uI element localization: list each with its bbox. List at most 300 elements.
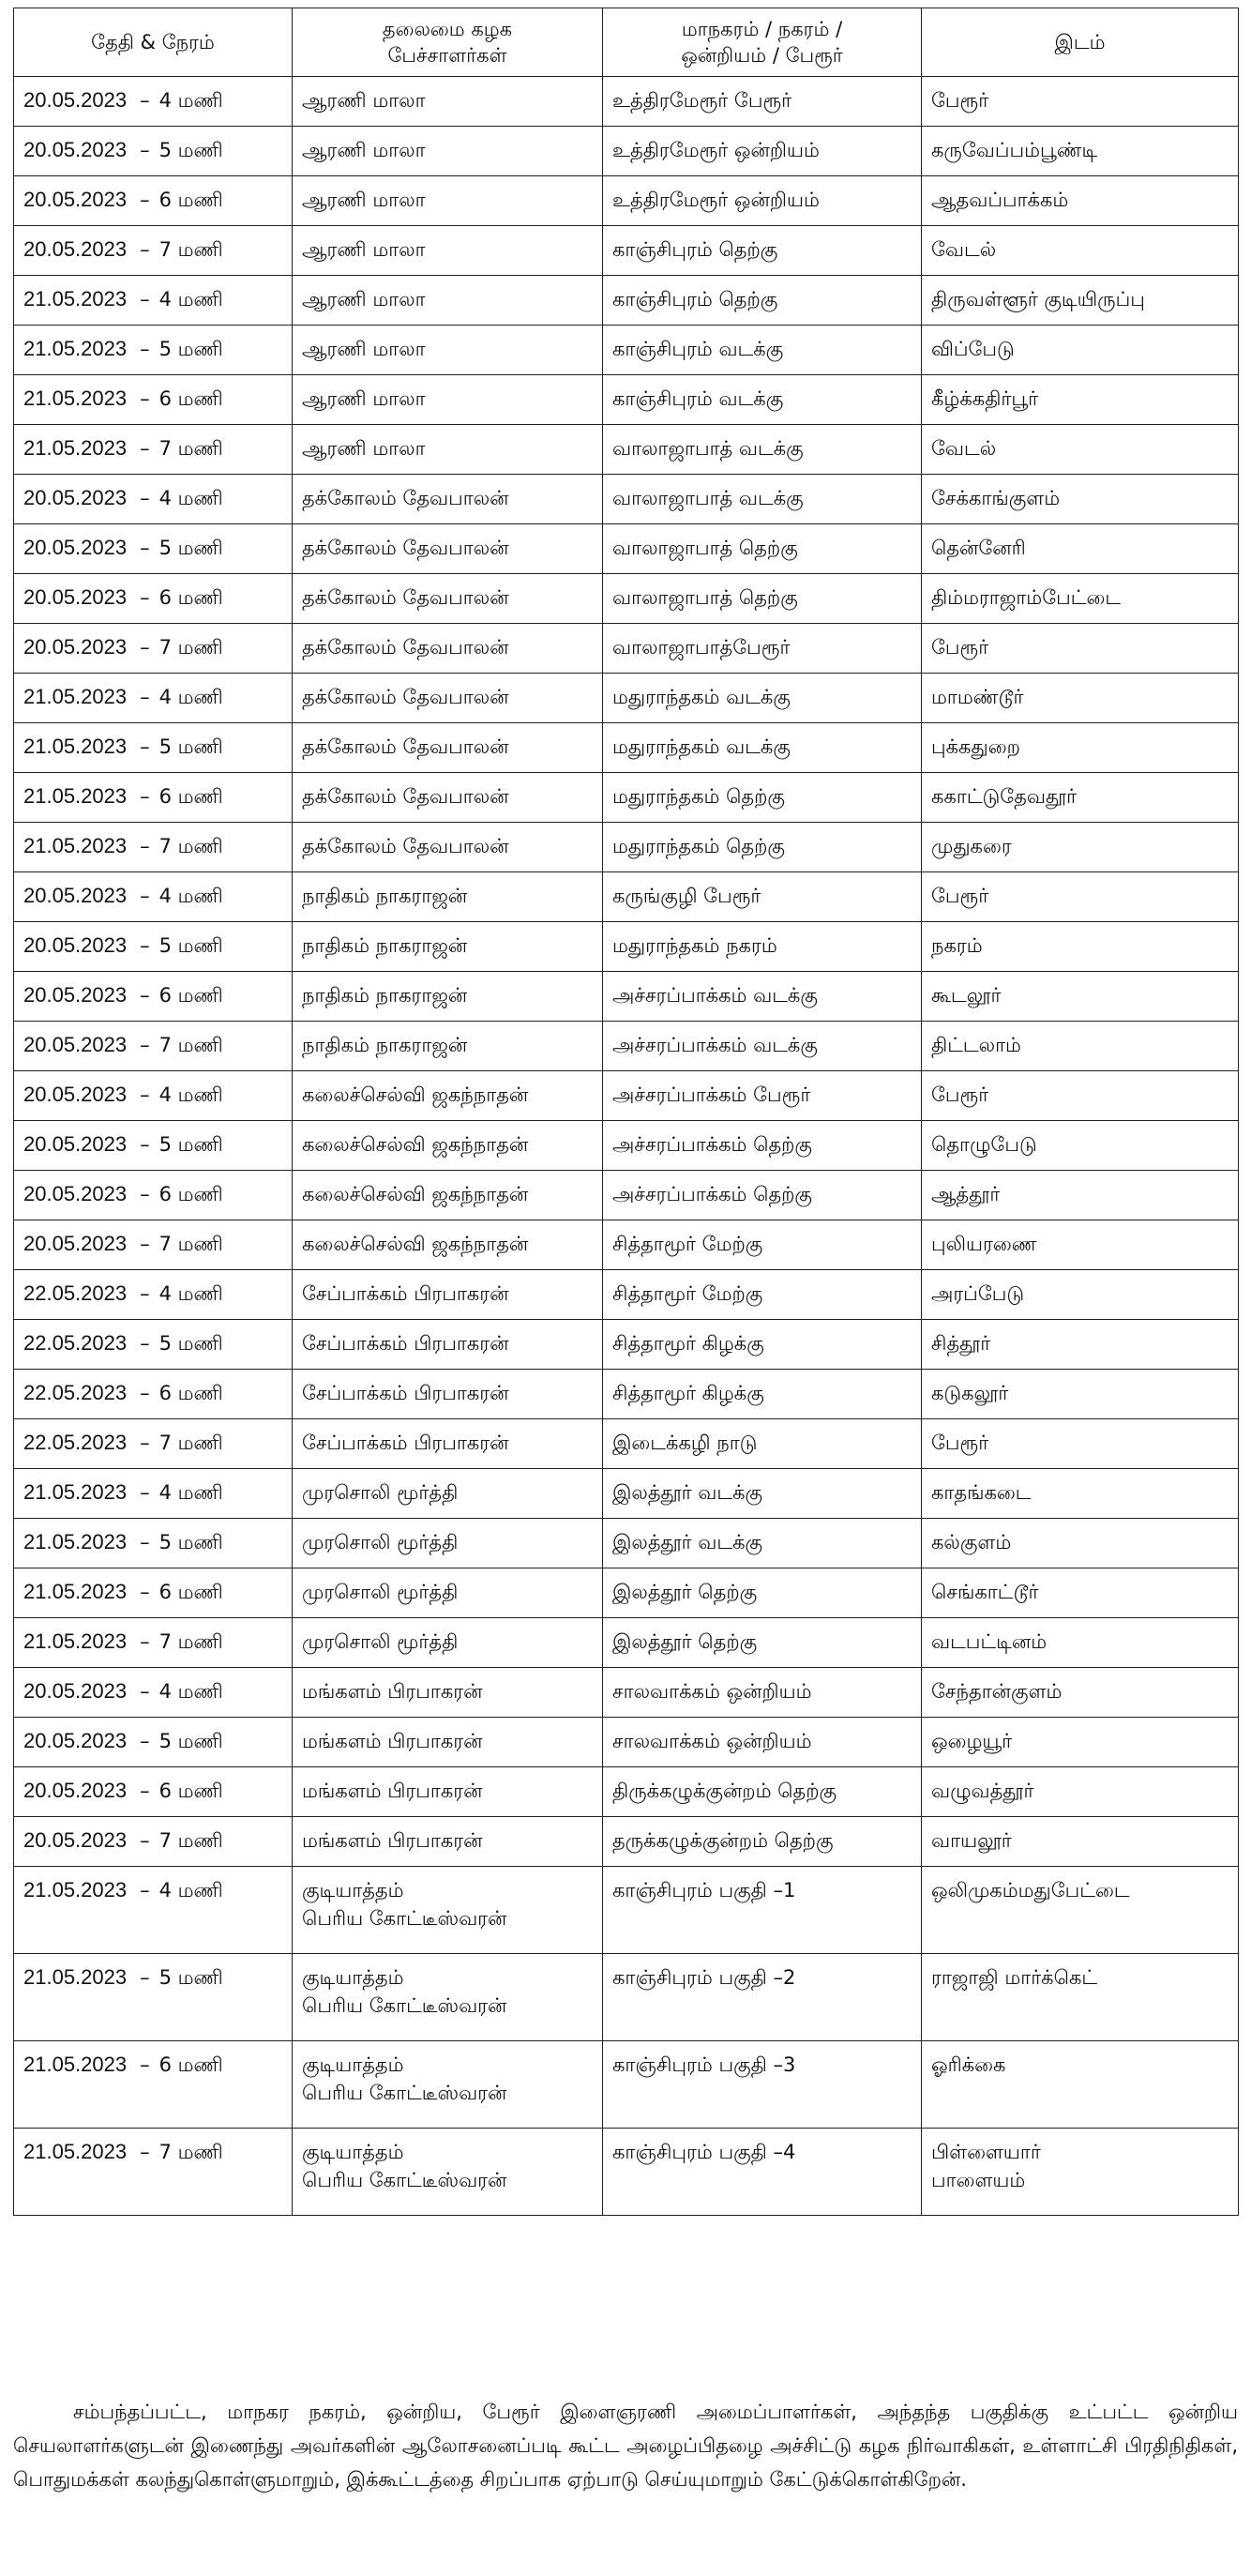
date-time-separator: – [140,984,150,1007]
speaker-cell: கலைச்செல்வி ஜகந்நாதன் [293,1220,603,1270]
time-text: 7 மணி [158,437,223,460]
date-time-separator: – [140,636,150,659]
region-cell: வாலாஜாபாத் வடக்கு [603,425,922,475]
date-text: 20.05.2023 [23,486,128,509]
speaker-cell: சேப்பாக்கம் பிரபாகரன் [293,1370,603,1419]
date-text: 20.05.2023 [23,635,128,659]
place-cell: பேரூர் [922,1419,1239,1469]
speaker-cell: நாதிகம் நாகராஜன் [293,872,603,922]
table-row [14,1370,1239,1419]
date-text: 21.05.2023 [23,1629,128,1653]
date-time-cell [14,823,293,872]
region-cell: சித்தாமூர் மேற்கு [603,1220,922,1270]
table-row [14,872,1239,922]
time-text: 5 மணி [158,1133,223,1156]
table-row [14,176,1239,226]
date-time-separator: – [140,1133,150,1156]
date-time-cell [14,2041,293,2129]
region-cell: இலத்தூர் வடக்கு [603,1469,922,1519]
place-cell: சேந்தான்குளம் [922,1668,1239,1718]
date-time-separator: – [140,835,150,857]
table-row [14,574,1239,624]
date-text: 21.05.2023 [23,834,128,857]
date-time-cell [14,425,293,475]
date-time-cell [14,972,293,1022]
region-cell: உத்திரமேரூர் பேரூர் [603,77,922,127]
date-text: 20.05.2023 [23,1779,128,1802]
speaker-cell: ஆரணி மாலா [293,425,603,475]
time-text: 6 மணி [158,1780,223,1802]
place-cell: திட்டலாம் [922,1022,1239,1071]
schedule-body [14,77,1239,2216]
table-row [14,2129,1239,2216]
place-cell: ஓரிக்கை [922,2041,1239,2129]
date-time-cell [14,2129,293,2216]
date-time-cell [14,1618,293,1668]
place-cell: வேடல் [922,425,1239,475]
table-row [14,1817,1239,1867]
region-cell: காஞ்சிபுரம் பகுதி –4 [603,2129,922,2216]
date-time-cell [14,1767,293,1817]
speaker-cell: குடியாத்தம் பெரிய கோட்டீஸ்வரன் [293,2129,603,2216]
region-cell: மதுராந்தகம் நகரம் [603,922,922,972]
region-cell: வாலாஜாபாத் தெற்கு [603,524,922,574]
date-text: 21.05.2023 [23,337,128,360]
date-time-separator: – [140,785,150,808]
date-time-separator: – [140,1966,150,1989]
region-cell: சாலவாக்கம் ஒன்றியம் [603,1668,922,1718]
speaker-cell: கலைச்செல்வி ஜகந்நாதன் [293,1121,603,1171]
region-cell: அச்சரப்பாக்கம் வடக்கு [603,1022,922,1071]
speaker-cell: தக்கோலம் தேவபாலன் [293,723,603,773]
footer-note: சம்பந்தப்பட்ட, மாநகர நகரம், ஒன்றிய, பேரூர் இளைஞரணி அமைப்பாளர்கள், அந்தந்த பகுதிக்கு உட்பட்ட ஒன்றிய செயலாளர்களுடன் இணைந்து அவர்களின் ஆலோசனைப்படி கூட்ட அழைப்பிதழை அச்சிட்டு கழக நிர்வாகிகள், உள்ளாட்சி பிரதிநிதிகள், பொதுமக்கள் கலந்துகொள்ளுமாறும், இக்கூட்டத்தை சிறப்பாக ஏற்பாடு செய்யுமாறும் கேட்டுக்கொள்கிறேன். [13,2401,1239,2491]
speaker-cell: ஆரணி மாலா [293,127,603,176]
date-text: 21.05.2023 [23,1965,128,1989]
time-text: 6 மணி [158,586,223,609]
place-cell: சேக்காங்குளம் [922,475,1239,524]
time-text: 5 மணி [158,1332,223,1355]
table-row [14,276,1239,326]
date-time-separator: – [140,437,150,460]
time-text: 5 மணி [158,735,223,758]
date-time-separator: – [140,189,150,211]
speaker-cell: மங்களம் பிரபாகரன் [293,1718,603,1767]
date-text: 21.05.2023 [23,2140,128,2163]
speaker-cell: முரசொலி மூர்த்தி [293,1519,603,1568]
date-text: 20.05.2023 [23,88,128,112]
speaker-cell: முரசொலி மூர்த்தி [293,1568,603,1618]
date-time-cell [14,872,293,922]
region-cell: இலத்தூர் வடக்கு [603,1519,922,1568]
place-cell: ஆதவப்பாக்கம் [922,176,1239,226]
table-row [14,1469,1239,1519]
date-time-cell [14,1320,293,1370]
table-row [14,1767,1239,1817]
time-text: 6 மணி [158,1183,223,1205]
place-cell: வேடல் [922,226,1239,276]
date-time-cell [14,1071,293,1121]
region-cell: திருக்கழுக்குன்றம் தெற்கு [603,1767,922,1817]
time-text: 5 மணி [158,934,223,957]
date-text: 20.05.2023 [23,884,128,907]
date-time-cell [14,326,293,375]
date-time-cell [14,1171,293,1220]
date-text: 21.05.2023 [23,685,128,708]
region-cell: அச்சரப்பாக்கம் தெற்கு [603,1171,922,1220]
place-cell: நகரம் [922,922,1239,972]
table-row [14,723,1239,773]
time-text: 5 மணி [158,139,223,161]
table-row [14,972,1239,1022]
header-row [14,8,1239,77]
place-cell: ராஜாஜி மார்க்கெட் [922,1954,1239,2041]
region-cell: உத்திரமேரூர் ஒன்றியம் [603,176,922,226]
date-time-cell [14,773,293,823]
date-time-separator: – [140,1730,150,1752]
place-cell: செங்காட்டூர் [922,1568,1239,1618]
date-time-separator: – [140,1829,150,1852]
speaker-cell: சேப்பாக்கம் பிரபாகரன் [293,1270,603,1320]
speaker-cell: கலைச்செல்வி ஜகந்நாதன் [293,1171,603,1220]
date-text: 20.05.2023 [23,237,128,261]
region-cell: வாலாஜாபாத் தெற்கு [603,574,922,624]
date-time-cell [14,127,293,176]
region-cell: கருங்குழி பேரூர் [603,872,922,922]
speaker-cell: குடியாத்தம் பெரிய கோட்டீஸ்வரன் [293,1867,603,1954]
date-time-separator: – [140,1432,150,1454]
place-cell: விப்பேடு [922,326,1239,375]
date-time-separator: – [140,1034,150,1056]
time-text: 5 மணி [158,1531,223,1553]
date-time-cell [14,922,293,972]
time-text: 4 மணி [158,1680,223,1703]
place-cell: வடபட்டினம் [922,1618,1239,1668]
date-time-separator: – [140,1083,150,1106]
time-text: 6 மணி [158,1581,223,1603]
date-time-separator: – [140,1680,150,1703]
place-cell: மாமண்டூர் [922,674,1239,723]
speaker-cell: தக்கோலம் தேவபாலன் [293,475,603,524]
speaker-cell: தக்கோலம் தேவபாலன் [293,674,603,723]
table-row [14,1022,1239,1071]
speaker-cell: தக்கோலம் தேவபாலன் [293,624,603,674]
table-row [14,1220,1239,1270]
date-time-separator: – [140,1382,150,1404]
place-cell: ஒழையூர் [922,1718,1239,1767]
table-row [14,773,1239,823]
region-cell: அச்சரப்பாக்கம் வடக்கு [603,972,922,1022]
time-text: 7 மணி [158,1630,223,1653]
region-cell: காஞ்சிபுரம் வடக்கு [603,375,922,425]
time-text: 4 மணி [158,885,223,907]
date-time-cell [14,1419,293,1469]
time-text: 6 மணி [158,1382,223,1404]
table-row [14,1954,1239,2041]
date-time-cell [14,723,293,773]
date-time-separator: – [140,238,150,261]
speaker-cell: தக்கோலம் தேவபாலன் [293,823,603,872]
date-time-cell [14,1220,293,1270]
date-time-separator: – [140,1780,150,1802]
place-cell: கல்குளம் [922,1519,1239,1568]
date-text: 20.05.2023 [23,536,128,559]
time-text: 7 மணி [158,2141,223,2163]
date-time-cell [14,1817,293,1867]
time-text: 5 மணி [158,1730,223,1752]
schedule-table [13,8,1239,2216]
time-text: 4 மணி [158,89,223,112]
region-cell: மதுராந்தகம் தெற்கு [603,773,922,823]
header-date-time: தேதி & நேரம் [14,8,293,77]
date-time-cell [14,1121,293,1171]
date-time-cell [14,1954,293,2041]
date-time-separator: – [140,1332,150,1355]
table-row [14,1320,1239,1370]
region-cell: காஞ்சிபுரம் தெற்கு [603,276,922,326]
place-cell: வழுவத்தூர் [922,1767,1239,1817]
time-text: 7 மணி [158,1034,223,1056]
date-time-cell [14,1270,293,1320]
date-time-cell [14,624,293,674]
time-text: 4 மணி [158,686,223,708]
place-cell: திம்மராஜாம்பேட்டை [922,574,1239,624]
time-text: 4 மணி [158,1083,223,1106]
date-text: 20.05.2023 [23,1182,128,1205]
date-text: 20.05.2023 [23,1132,128,1156]
date-time-separator: – [140,139,150,161]
date-time-separator: – [140,586,150,609]
date-text: 21.05.2023 [23,1580,128,1603]
date-text: 20.05.2023 [23,1083,128,1106]
time-text: 6 மணி [158,387,223,410]
table-row [14,922,1239,972]
place-cell: முதுகரை [922,823,1239,872]
date-text: 20.05.2023 [23,138,128,161]
region-cell: சித்தாமூர் மேற்கு [603,1270,922,1320]
region-cell: காஞ்சிபுரம் தெற்கு [603,226,922,276]
date-time-cell [14,77,293,127]
place-cell: காதங்கடை [922,1469,1239,1519]
place-cell: அரப்பேடு [922,1270,1239,1320]
speaker-cell: கலைச்செல்வி ஜகந்நாதன் [293,1071,603,1121]
date-time-cell [14,176,293,226]
speaker-cell: ஆரணி மாலா [293,176,603,226]
time-text: 5 மணி [158,537,223,559]
speaker-cell: சேப்பாக்கம் பிரபாகரன் [293,1320,603,1370]
header-place: இடம் [922,8,1239,77]
speaker-cell: ஆரணி மாலா [293,276,603,326]
date-time-separator: – [140,338,150,360]
date-time-cell [14,226,293,276]
date-time-cell [14,674,293,723]
region-cell: அச்சரப்பாக்கம் தெற்கு [603,1121,922,1171]
place-cell: வாயலூர் [922,1817,1239,1867]
region-cell: மதுராந்தகம் வடக்கு [603,723,922,773]
date-time-separator: – [140,387,150,410]
place-cell: பேரூர் [922,1071,1239,1121]
place-cell: ஆத்தூர் [922,1171,1239,1220]
date-text: 20.05.2023 [23,1232,128,1255]
speaker-cell: மங்களம் பிரபாகரன் [293,1817,603,1867]
speaker-cell: மங்களம் பிரபாகரன் [293,1668,603,1718]
date-time-cell [14,475,293,524]
date-time-cell [14,276,293,326]
date-text: 21.05.2023 [23,735,128,758]
table-row [14,674,1239,723]
time-text: 4 மணி [158,487,223,509]
speaker-cell: ஆரணி மாலா [293,375,603,425]
date-time-separator: – [140,1630,150,1653]
table-row [14,77,1239,127]
date-time-separator: – [140,487,150,509]
time-text: 4 மணி [158,1481,223,1504]
place-cell: பிள்ளையார் பாளையம் [922,2129,1239,2216]
region-cell: காஞ்சிபுரம் பகுதி –3 [603,2041,922,2129]
time-text: 5 மணி [158,1966,223,1989]
place-cell: புலியரணை [922,1220,1239,1270]
date-time-separator: – [140,735,150,758]
date-text: 20.05.2023 [23,1729,128,1752]
date-text: 21.05.2023 [23,1878,128,1902]
time-text: 4 மணி [158,1282,223,1305]
place-cell: கடுகலூர் [922,1370,1239,1419]
table-row [14,425,1239,475]
time-text: 6 மணி [158,785,223,808]
speaker-cell: நாதிகம் நாகராஜன் [293,972,603,1022]
time-text: 4 மணி [158,1879,223,1902]
date-text: 20.05.2023 [23,188,128,211]
region-cell: உத்திரமேரூர் ஒன்றியம் [603,127,922,176]
date-text: 20.05.2023 [23,1828,128,1852]
date-text: 21.05.2023 [23,784,128,808]
date-time-separator: – [140,1183,150,1205]
header-speakers: தலைமை கழக பேச்சாளர்கள் [293,8,603,77]
table-row [14,1618,1239,1668]
date-time-separator: – [140,1282,150,1305]
date-text: 21.05.2023 [23,436,128,460]
date-time-cell [14,1668,293,1718]
date-text: 21.05.2023 [23,1480,128,1504]
region-cell: இலத்தூர் தெற்கு [603,1618,922,1668]
date-time-separator: – [140,686,150,708]
date-time-separator: – [140,89,150,112]
time-text: 4 மணி [158,288,223,311]
speaker-cell: நாதிகம் நாகராஜன் [293,1022,603,1071]
table-row [14,1718,1239,1767]
date-text: 20.05.2023 [23,933,128,957]
date-text: 22.05.2023 [23,1381,128,1404]
region-cell: தருக்கழுக்குன்றம் தெற்கு [603,1817,922,1867]
speaker-cell: ஆரணி மாலா [293,77,603,127]
date-time-cell [14,1867,293,1954]
table-row [14,1519,1239,1568]
place-cell: தென்னேரி [922,524,1239,574]
place-cell: பேரூர் [922,872,1239,922]
time-text: 7 மணி [158,835,223,857]
date-time-cell [14,1370,293,1419]
date-text: 21.05.2023 [23,287,128,311]
speaker-cell: ஆரணி மாலா [293,226,603,276]
time-text: 7 மணி [158,1233,223,1255]
time-text: 7 மணி [158,636,223,659]
place-cell: ககாட்டுதேவதூர் [922,773,1239,823]
table-row [14,326,1239,375]
table-row [14,1867,1239,1954]
speaker-cell: தக்கோலம் தேவபாலன் [293,773,603,823]
time-text: 6 மணி [158,2053,223,2076]
region-cell: வாலாஜாபாத்பேரூர் [603,624,922,674]
table-row [14,1668,1239,1718]
date-time-cell [14,1519,293,1568]
table-row [14,524,1239,574]
date-time-separator: – [140,1879,150,1902]
speaker-cell: குடியாத்தம் பெரிய கோட்டீஸ்வரன் [293,2041,603,2129]
speaker-cell: ஆரணி மாலா [293,326,603,375]
region-cell: அச்சரப்பாக்கம் பேரூர் [603,1071,922,1121]
date-time-separator: – [140,885,150,907]
speaker-cell: மங்களம் பிரபாகரன் [293,1767,603,1817]
region-cell: இலத்தூர் தெற்கு [603,1568,922,1618]
time-text: 6 மணி [158,189,223,211]
region-cell: சித்தாமூர் கிழக்கு [603,1320,922,1370]
place-cell: திருவள்ளூர் குடியிருப்பு [922,276,1239,326]
date-time-cell [14,375,293,425]
date-time-separator: – [140,1481,150,1504]
date-time-separator: – [140,1531,150,1553]
date-text: 21.05.2023 [23,1530,128,1553]
table-row [14,475,1239,524]
place-cell: பேரூர் [922,624,1239,674]
place-cell: சித்தூர் [922,1320,1239,1370]
date-time-cell [14,1469,293,1519]
table-row [14,1121,1239,1171]
date-time-cell [14,1022,293,1071]
place-cell: கீழ்க்கதிர்பூர் [922,375,1239,425]
date-time-separator: – [140,1233,150,1255]
date-time-separator: – [140,288,150,311]
place-cell: ஒலிமுகம்மதுபேட்டை [922,1867,1239,1954]
speaker-cell: குடியாத்தம் பெரிய கோட்டீஸ்வரன் [293,1954,603,2041]
header-region: மாநகரம் / நகரம் / ஒன்றியம் / பேரூர் [603,8,922,77]
date-time-separator: – [140,1581,150,1603]
region-cell: சாலவாக்கம் ஒன்றியம் [603,1718,922,1767]
table-row [14,2041,1239,2129]
table-row [14,375,1239,425]
region-cell: மதுராந்தகம் தெற்கு [603,823,922,872]
time-text: 7 மணி [158,1432,223,1454]
region-cell: மதுராந்தகம் வடக்கு [603,674,922,723]
region-cell: காஞ்சிபுரம் பகுதி –1 [603,1867,922,1954]
speaker-cell: முரசொலி மூர்த்தி [293,1618,603,1668]
date-time-separator: – [140,2053,150,2076]
region-cell: காஞ்சிபுரம் பகுதி –2 [603,1954,922,2041]
date-text: 20.05.2023 [23,1033,128,1056]
speaker-cell: முரசொலி மூர்த்தி [293,1469,603,1519]
table-row [14,226,1239,276]
region-cell: சித்தாமூர் கிழக்கு [603,1370,922,1419]
table-row [14,1071,1239,1121]
region-cell: காஞ்சிபுரம் வடக்கு [603,326,922,375]
date-text: 21.05.2023 [23,2053,128,2076]
date-time-separator: – [140,934,150,957]
table-row [14,1171,1239,1220]
place-cell: பேரூர் [922,77,1239,127]
date-text: 20.05.2023 [23,1679,128,1703]
place-cell: கூடலூர் [922,972,1239,1022]
date-time-cell [14,524,293,574]
date-text: 22.05.2023 [23,1281,128,1305]
date-text: 21.05.2023 [23,386,128,410]
